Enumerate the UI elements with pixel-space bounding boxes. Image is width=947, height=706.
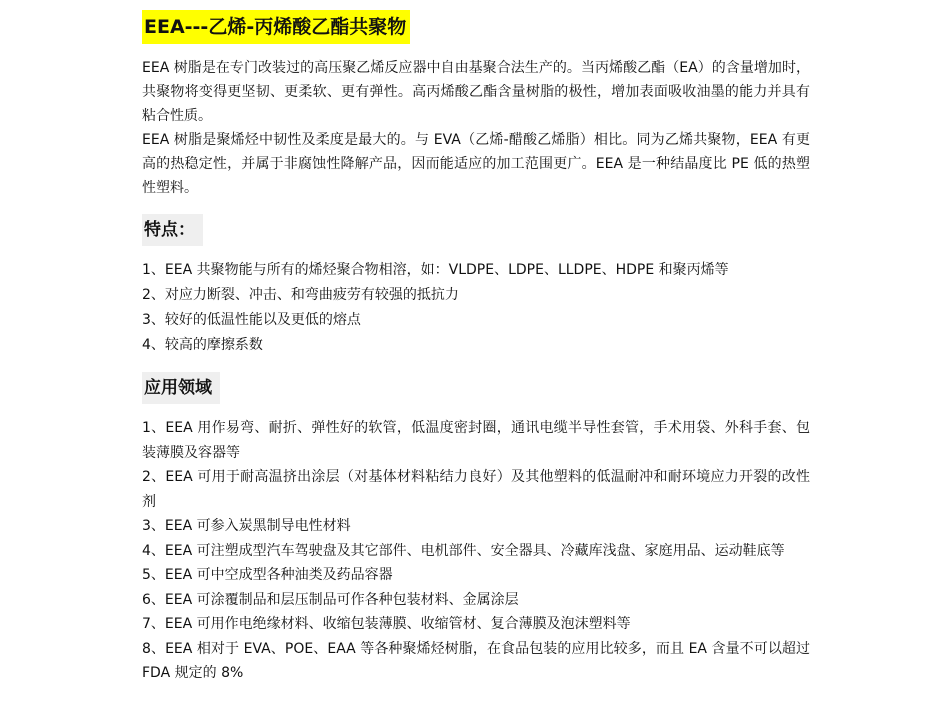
application-item: 5、EEA 可中空成型各种油类及药品容器 [142, 567, 393, 583]
feature-item: 4、较高的摩擦系数 [142, 337, 263, 353]
document-page [142, 10, 810, 686]
intro-paragraph-2: EEA 树脂是聚烯烃中韧性及柔度是最大的。与 EVA（乙烯-醋酸乙烯脂）相比。同为乙烯共聚物，EEA 有更高的热稳定性，并属于非腐蚀性降解产品，因而能适应的加工范围更广。EEA 是一种结晶度比 PE 低的热塑性塑料。 [142, 132, 810, 196]
feature-item: 2、对应力断裂、冲击、和弯曲疲劳有较强的抵抗力 [142, 287, 459, 303]
features-heading: 特点： [142, 214, 203, 246]
intro-section [142, 56, 810, 200]
application-item: 4、EEA 可注塑成型汽车驾驶盘及其它部件、电机部件、安全器具、冷藏库浅盘、家庭用品、运动鞋底等 [142, 542, 785, 559]
intro-paragraph-1: EEA 树脂是在专门改装过的高压聚乙烯反应器中自由基聚合法生产的。当丙烯酸乙酯（EA）的含量增加时，共聚物将变得更坚韧、更柔软、更有弹性。高丙烯酸乙酯含量树脂的极性，增加表面吸收油墨的能力并具有粘合性质。 [142, 60, 810, 124]
application-item: 1、EEA 用作易弯、耐折、弹性好的软管，低温度密封圈，通讯电缆半导性套管，手术用袋、外科手套、包装薄膜及容器等 [142, 420, 810, 461]
applications-list [142, 416, 810, 686]
application-item: 8、EEA 相对于 EVA、POE、EAA 等各种聚烯烃树脂，在食品包装的应用比较多，而且 EA 含量不可以超过 FDA 规定的 8% [142, 640, 810, 681]
document-title: EEA---乙烯-丙烯酸乙酯共聚物 [142, 10, 410, 44]
application-item: 2、EEA 可用于耐高温挤出涂层（对基体材料粘结力良好）及其他塑料的低温耐冲和耐环境应力开裂的改性剂 [142, 469, 810, 510]
feature-item: 1、EEA 共聚物能与所有的烯烃聚合物相溶，如：VLDPE、LDPE、LLDPE、HDPE 和聚丙烯等 [142, 262, 729, 278]
application-item: 7、EEA 可用作电绝缘材料、收缩包装薄膜、收缩管材、复合薄膜及泡沫塑料等 [142, 616, 631, 632]
application-item: 6、EEA 可涂覆制品和层压制品可作各种包装材料、金属涂层 [142, 591, 519, 608]
feature-item: 3、较好的低温性能以及更低的熔点 [142, 312, 361, 328]
applications-heading: 应用领域 [142, 372, 220, 404]
features-list [142, 258, 810, 358]
application-item: 3、EEA 可参入炭黑制导电性材料 [142, 518, 351, 534]
